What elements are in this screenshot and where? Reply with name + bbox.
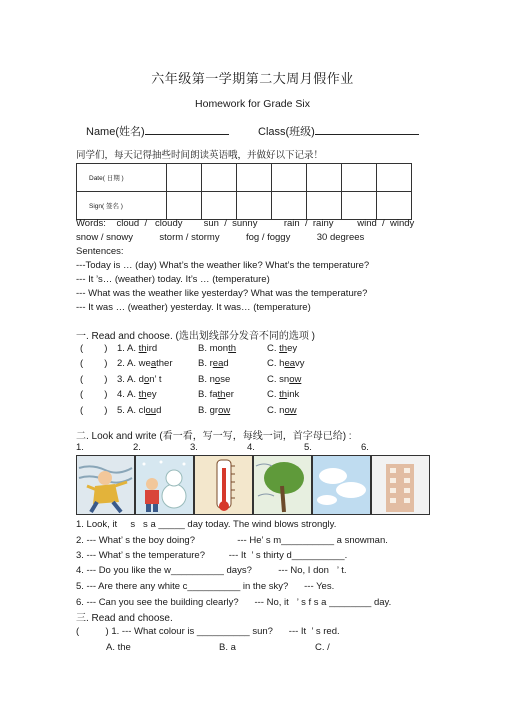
option-c: C. think [267,389,300,400]
table-cell [342,192,377,220]
table-cell [272,192,307,220]
sentence-line: ---Today is … (day) What’s the weather like? What’s the temperature? [76,260,370,271]
picture-number: 6. [361,442,369,453]
reading-record-table [76,163,412,220]
date-row [77,164,412,192]
option-c: C. now [267,405,297,416]
option-b: B. a [219,642,236,653]
option-a: A. the [106,642,131,653]
write-line: 5. --- Are there any white c__________ in the sky? --- Yes. [76,581,335,592]
table-cell [202,164,237,192]
sentence-line: --- It ’s… (weather) today. It’s … (temperature) [76,274,270,285]
option-b: B. father [198,389,234,400]
table-cell [237,164,272,192]
name-label: Name(姓名) [86,126,145,138]
answer-paren: ( ) [80,405,108,416]
answer-paren: ( ) [80,358,108,369]
picture-number: 2. [133,442,141,453]
sentence-line: --- What was the weather like yesterday? What was the temperature? [76,288,368,299]
sentences-label: Sentences: [76,246,124,257]
section-2-heading: 二. Look and write (看一看，写一写，每线一词，首字母已给) : [76,431,352,442]
choose-question-1: ( ) 1. --- What colour is __________ sun? --- It ’ s red. [76,626,340,637]
weather-pictures [76,455,430,515]
table-cell [237,192,272,220]
option-a: 3. A. don’ t [117,374,162,385]
foggy-building-picture [371,455,430,515]
page-title: 六年级第一学期第二大周月假作业 [151,71,354,86]
option-a: 4. A. they [117,389,157,400]
table-cell [377,192,412,220]
sign-row [77,192,412,220]
table-cell [307,192,342,220]
table-cell [272,164,307,192]
words-line-2: snow / snowy storm / stormy fog / foggy 30 degrees [76,232,365,243]
table-cell [202,192,237,220]
answer-paren: ( ) [80,389,108,400]
option-c: C. they [267,343,298,354]
words-line-1: Words: cloud / cloudy sun / sunny rain / rainy wind / windy [76,218,415,229]
sentence-line: --- It was … (weather) yesterday. It was… (temperature) [76,302,311,313]
option-b: B. grow [198,405,231,416]
table-cell [342,164,377,192]
name-blank [145,123,229,135]
picture-number: 4. [247,442,255,453]
picture-number: 3. [190,442,198,453]
table-cell [167,192,202,220]
section-1-heading: 一. Read and choose. (选出划线部分发音不同的选项 ) [76,331,315,342]
thermometer-picture [194,455,253,515]
option-c: C. heavy [267,358,305,369]
cloudy-sky-picture [312,455,371,515]
option-a: 5. A. cloud [117,405,162,416]
write-line: 6. --- Can you see the building clearly? --- No, it ’ s f s a ________ day. [76,597,392,608]
snowman-picture [135,455,194,515]
picture-number: 5. [304,442,312,453]
section-3-heading: 三. Read and choose. [76,613,173,624]
option-b: B. nose [198,374,231,385]
class-blank [315,123,419,135]
sign-label: Sign( 签名 ) [77,192,167,220]
answer-paren: ( ) [80,374,108,385]
option-b: B. month [198,343,237,354]
picture-number: 1. [76,442,84,453]
date-label: Date( 日期 ) [77,164,167,192]
table-cell [307,164,342,192]
write-line: 4. --- Do you like the w__________ days? --- No, I don ’ t. [76,565,347,576]
answer-paren: ( ) [80,343,108,354]
instruction-text: 同学们，每天记得抽些时间朗读英语哦，并做好以下记录！ [76,151,324,161]
class-field [258,123,419,139]
page-subtitle: Homework for Grade Six [195,98,310,110]
windy-boy-picture [76,455,135,515]
option-c: C. / [315,642,330,653]
windy-tree-picture [253,455,312,515]
option-a: 2. A. weather [117,358,173,369]
write-line: 2. --- What’ s the boy doing? --- He’ s m__________ a snowman. [76,535,388,546]
option-a: 1. A. third [117,343,158,354]
option-c: C. snow [267,374,302,385]
write-line: 1. Look, it s s a _____ day today. The wind blows strongly. [76,519,337,530]
table-cell [167,164,202,192]
name-field [86,123,229,139]
option-b: B. read [198,358,229,369]
write-line: 3. --- What’ s the temperature? --- It ’ s thirty d__________. [76,550,348,561]
class-label: Class(班级) [258,126,315,138]
table-cell [377,164,412,192]
